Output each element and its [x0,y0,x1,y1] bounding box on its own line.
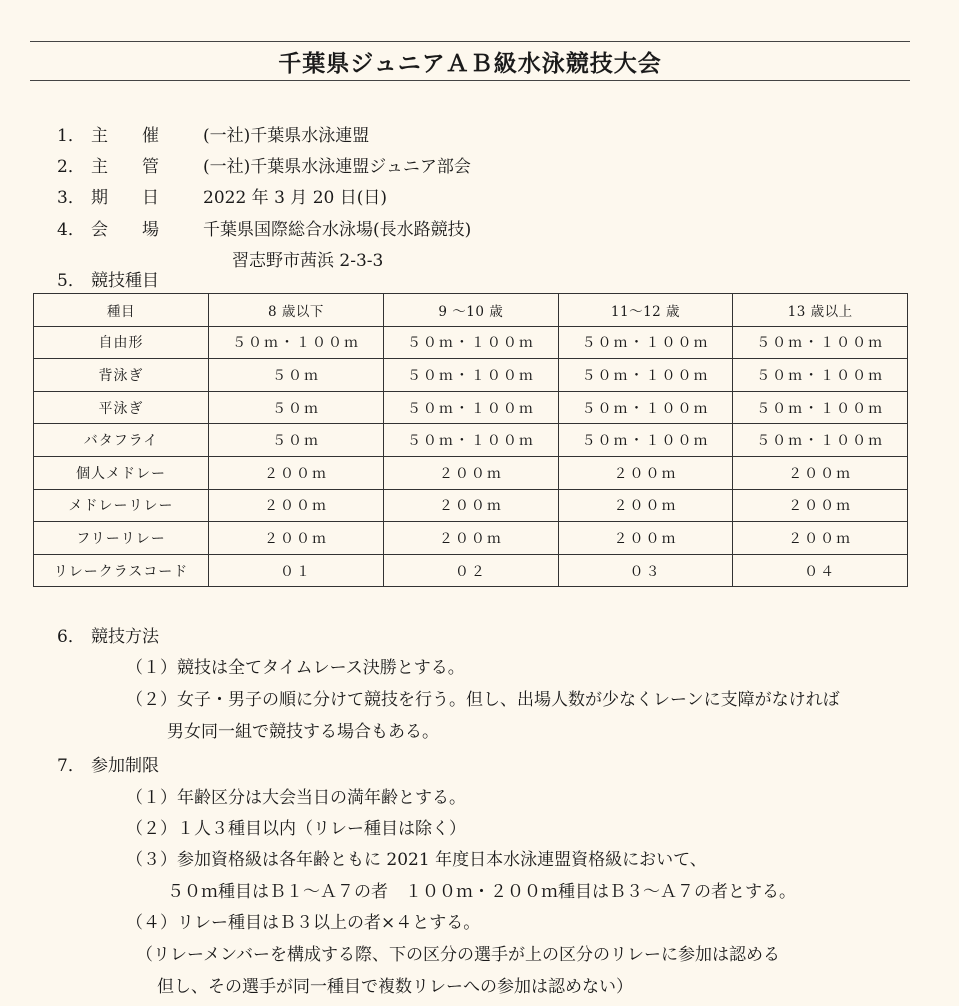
table-cell: ５０ｍ・１００ｍ [733,391,908,424]
table-cell: ２００ｍ [209,489,384,522]
item-number: 2． [57,157,85,177]
section-number: 7． [57,756,85,776]
item-date [57,186,387,210]
table-row [34,359,908,392]
item-label: 期 日 [91,188,159,208]
section-title: 競技種目 [91,271,159,291]
table-header-cell: 8 歳以下 [209,294,384,327]
table-cell: ５０ｍ・１００ｍ [384,424,559,457]
table-cell: ５０ｍ [209,391,384,424]
table-header-row [34,294,908,327]
table-cell: ２００ｍ [558,456,733,489]
table-cell: リレークラスコード [34,554,209,587]
item-label: 主 催 [91,126,159,146]
page-title: 千葉県ジュニアＡＢ級水泳競技大会 [278,51,662,77]
table-cell: ２００ｍ [733,489,908,522]
table-cell: ２００ｍ [209,456,384,489]
table-cell: 個人メドレー [34,456,209,489]
paragraph-line: （１）年齢区分は大会当日の満年齢とする。 [126,788,466,808]
table-cell: ５０ｍ [209,424,384,457]
table-cell: フリーリレー [34,522,209,555]
table-cell: ５０ｍ・１００ｍ [558,326,733,359]
section-5-heading [57,269,159,293]
table-cell: ５０ｍ [209,359,384,392]
table-cell: ０２ [384,554,559,587]
table-cell: ２００ｍ [558,522,733,555]
paragraph-line: 但し、その選手が同一種目で複数リレーへの参加は認めない） [157,977,633,997]
table-row [34,554,908,587]
table-header-cell: 13 歳以上 [733,294,908,327]
table-cell: ２００ｍ [384,489,559,522]
table-cell: バタフライ [34,424,209,457]
table-cell: メドレーリレー [34,489,209,522]
section-7-heading [57,754,159,778]
table-cell: ２００ｍ [209,522,384,555]
events-table [33,293,908,587]
item-label: 会 場 [91,220,159,240]
table-cell: ２００ｍ [733,456,908,489]
item-value: (一社)千葉県水泳連盟ジュニア部会 [203,157,471,177]
paragraph-line: 男女同一組で競技する場合もある。 [167,722,439,742]
section-6-heading [57,625,159,649]
table-cell: ５０ｍ・１００ｍ [384,326,559,359]
section-number: 6． [57,627,85,647]
section-number: 5． [57,271,85,291]
title-underline [30,80,910,81]
paragraph-line: （４）リレー種目はＢ３以上の者×４とする。 [126,913,481,933]
paragraph-line: （２）女子・男子の順に分けて競技を行う。但し、出場人数が少なくレーンに支障がなければ [126,690,840,710]
table-cell: ０３ [558,554,733,587]
table-cell: ５０ｍ・１００ｍ [384,391,559,424]
venue-address: 習志野市茜浜 2-3-3 [232,251,384,271]
table-header-cell: 9 〜10 歳 [384,294,559,327]
item-value: (一社)千葉県水泳連盟 [203,126,370,146]
table-cell: ０１ [209,554,384,587]
table-row [34,522,908,555]
table-header-cell: 11〜12 歳 [558,294,733,327]
table-cell: ２００ｍ [384,522,559,555]
top-rule [30,41,910,42]
paragraph-line: ５０ｍ種目はＢ１〜Ａ７の者 １００ｍ・２００ｍ種目はＢ３〜Ａ７の者とする。 [167,882,796,902]
table-cell: ２００ｍ [384,456,559,489]
table-cell: ５０ｍ・１００ｍ [733,326,908,359]
table-cell: 背泳ぎ [34,359,209,392]
table-row [34,326,908,359]
item-venue [57,218,471,242]
item-number: 3． [57,188,85,208]
table-cell: ５０ｍ・１００ｍ [558,391,733,424]
item-label: 主 管 [91,157,159,177]
paragraph-line: （２）１人３種目以内（リレー種目は除く） [126,819,466,839]
table-cell: ２００ｍ [733,522,908,555]
table-cell: ０４ [733,554,908,587]
item-organizer [57,155,471,179]
paragraph-line: （リレーメンバーを構成する際、下の区分の選手が上の区分のリレーに参加は認める [136,945,780,965]
table-cell: ５０ｍ・１００ｍ [733,359,908,392]
table-cell: ５０ｍ・１００ｍ [209,326,384,359]
table-row [34,391,908,424]
table-cell: ５０ｍ・１００ｍ [384,359,559,392]
table-cell: 平泳ぎ [34,391,209,424]
table-cell: 自由形 [34,326,209,359]
section-title: 参加制限 [91,756,159,776]
item-number: 4． [57,220,85,240]
table-row [34,456,908,489]
paragraph-line: （３）参加資格級は各年齢ともに 2021 年度日本水泳連盟資格級において、 [126,850,707,870]
table-row [34,424,908,457]
item-number: 1． [57,126,85,146]
table-cell: ５０ｍ・１００ｍ [558,424,733,457]
table-cell: ５０ｍ・１００ｍ [558,359,733,392]
table-cell: ２００ｍ [558,489,733,522]
item-value: 2022 年 3 月 20 日(日) [203,188,387,208]
section-title: 競技方法 [91,627,159,647]
item-host [57,124,369,148]
paragraph-line: （１）競技は全てタイムレース決勝とする。 [126,658,465,678]
table-row [34,489,908,522]
table-cell: ５０ｍ・１００ｍ [733,424,908,457]
item-value: 千葉県国際総合水泳場(長水路競技) [203,220,472,240]
table-header-cell: 種目 [34,294,209,327]
